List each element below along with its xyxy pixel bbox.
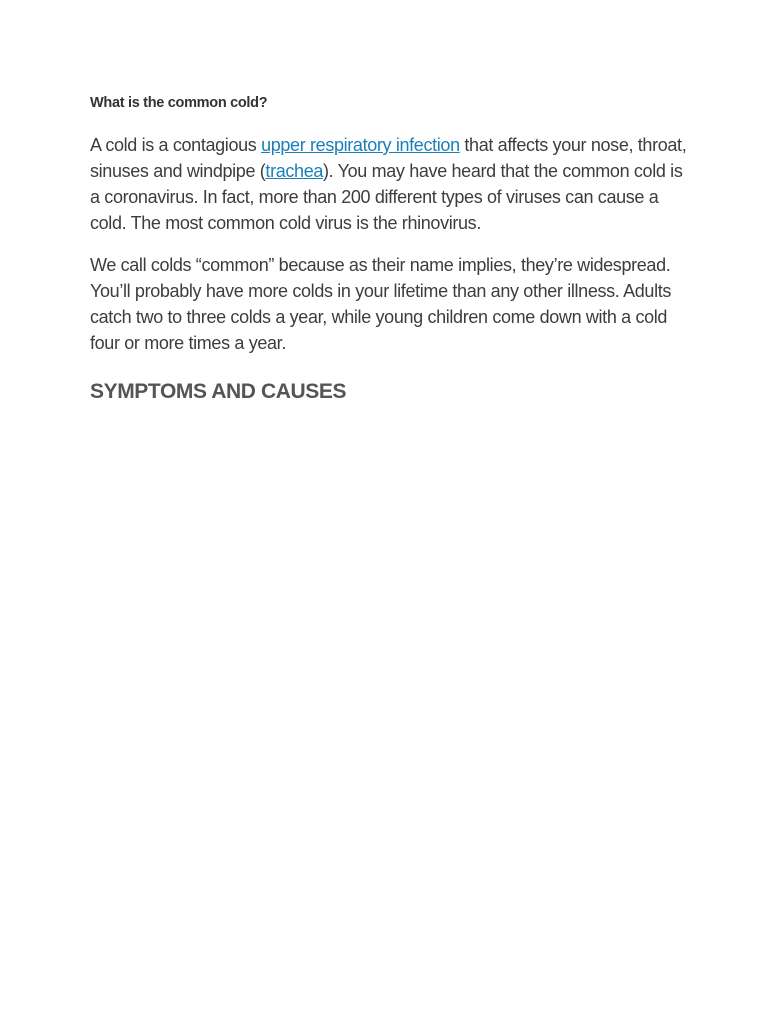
paragraph-intro-text-middle: that affects your nose, throat, sinuses and windpipe ( xyxy=(90,135,687,181)
section-heading-symptoms: SYMPTOMS AND CAUSES xyxy=(90,380,347,403)
upper-respiratory-infection-link[interactable]: upper respiratory infection xyxy=(261,135,460,155)
question-heading: What is the common cold? xyxy=(90,95,268,111)
paragraph-intro-text-before: A cold is a contagious xyxy=(90,135,262,155)
paragraph-intro-text-after: ). You may have heard that the common cold is a coronavirus. In fact, more than 200 different types of viruses can cause a cold. The most common cold virus is the rhinovirus. xyxy=(90,161,683,233)
paragraph-common: We call colds “common” because as their name implies, they’re widespread. You’ll probably have more colds in your lifetime than any other illness. Adults catch two to three colds a year, while young children come down with a cold four or more times a year. xyxy=(90,255,672,353)
paragraph-intro xyxy=(90,132,690,236)
article-content xyxy=(90,92,690,406)
trachea-link[interactable]: trachea xyxy=(265,161,324,181)
